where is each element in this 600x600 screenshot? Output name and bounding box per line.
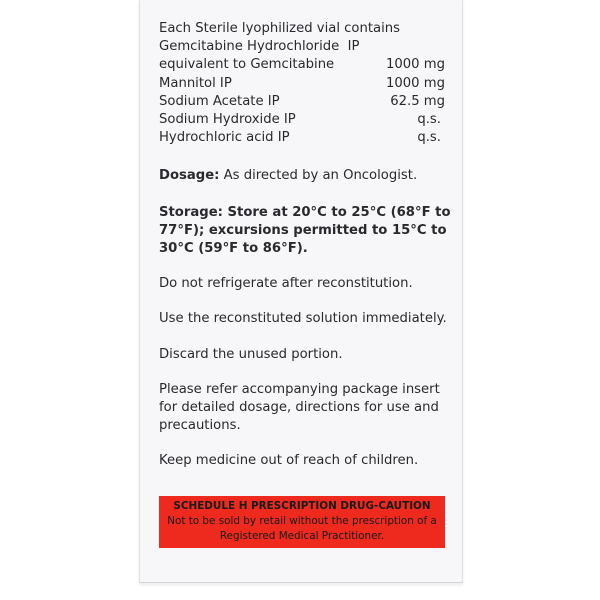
use-immediately-note: Use the reconstituted solution immediately.: [159, 311, 447, 327]
composition-row-name: Sodium Acetate IP: [159, 93, 280, 109]
label-text-block: [159, 20, 455, 471]
discard-note: Discard the unused portion.: [159, 346, 343, 362]
dosage-label: Dosage:: [159, 168, 220, 184]
storage-block: [159, 204, 455, 259]
storage-line-3: 30°C (59°F to 86°F).: [159, 241, 308, 257]
package-insert-note: [159, 381, 455, 436]
composition-row-amount: 1000 mg: [386, 75, 445, 91]
storage-line-2: 77°F); excursions permitted to 15°C to: [159, 222, 447, 238]
warning-title: SCHEDULE H PRESCRIPTION DRUG-CAUTION: [173, 500, 431, 512]
storage-line-1: Storage: Store at 20°C to 25°C (68°F to: [159, 204, 451, 220]
package-insert-line-2: for detailed dosage, directions for use and: [159, 400, 439, 416]
composition-header: Each Sterile lyophilized vial contains: [159, 21, 401, 36]
composition-row: [159, 111, 455, 129]
composition-row: [159, 75, 455, 93]
composition-ingredient: Gemcitabine Hydrochloride IP: [159, 39, 360, 55]
children-warning-note: Keep medicine out of reach of children.: [159, 453, 419, 469]
composition-row: [159, 93, 455, 111]
dosage-line: [159, 167, 455, 185]
composition-row-amount: 1000 mg: [386, 57, 445, 73]
dosage-text: As directed by an Oncologist.: [219, 168, 418, 184]
composition-row-amount: q.s.: [417, 112, 441, 128]
package-insert-line-1: Please refer accompanying package insert: [159, 381, 440, 397]
medicine-carton-panel: [139, 0, 463, 583]
composition-row-name: Mannitol IP: [159, 75, 232, 91]
schedule-h-warning-box: [159, 496, 445, 548]
composition-row-amount: q.s.: [417, 130, 441, 146]
composition-row: [159, 56, 455, 74]
composition-row-name: Sodium Hydroxide IP: [159, 112, 296, 128]
package-insert-line-3: precautions.: [159, 418, 241, 434]
no-refrigerate-note: Do not refrigerate after reconstitution.: [159, 276, 413, 292]
composition-row: [159, 129, 455, 147]
composition-row-amount: 62.5 mg: [390, 93, 445, 109]
composition-row-name: Hydrochloric acid IP: [159, 130, 290, 146]
warning-line-1: Not to be sold by retail without the prescription of a: [167, 515, 437, 527]
composition-row-name: equivalent to Gemcitabine: [159, 57, 335, 73]
warning-line-2: Registered Medical Practitioner.: [219, 530, 385, 542]
